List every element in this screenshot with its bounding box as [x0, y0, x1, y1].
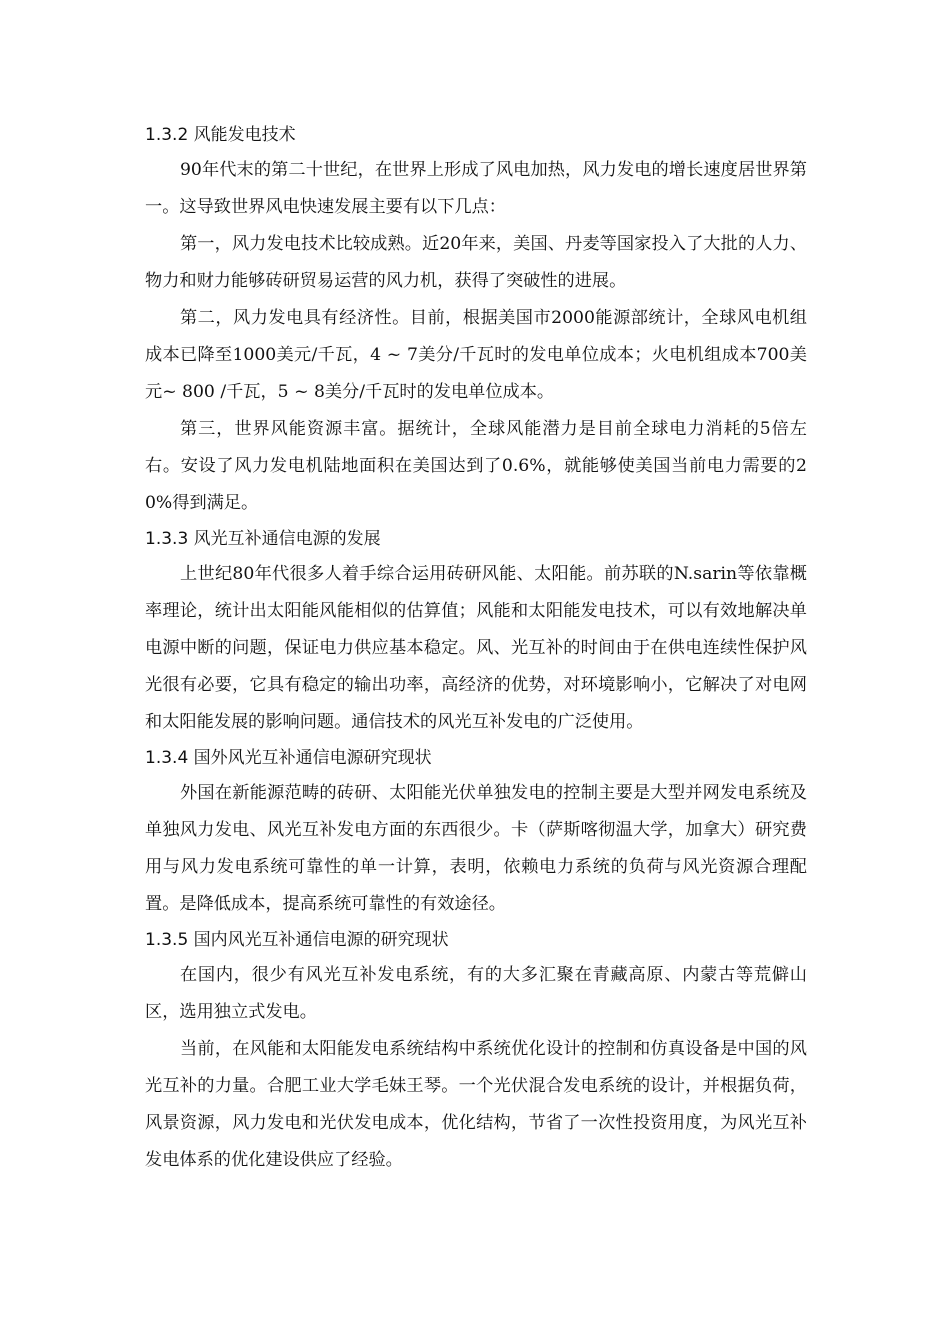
section-heading: 1.3.2 风能发电技术	[145, 125, 296, 145]
section-heading: 1.3.4 国外风光互补通信电源研究现状	[145, 748, 432, 768]
section-1-3-4	[145, 741, 807, 923]
section-1-3-5	[145, 923, 807, 1179]
section-heading: 1.3.3 风光互补通信电源的发展	[145, 529, 381, 549]
paragraph: 90年代末的第二十世纪，在世界上形成了风电加热，风力发电的增长速度居世界第一。这导致世界风电快速发展主要有以下几点：	[145, 160, 807, 217]
document-page	[145, 118, 807, 1179]
section-heading: 1.3.5 国内风光互补通信电源的研究现状	[145, 930, 449, 950]
paragraph: 第三，世界风能资源丰富。据统计，全球风能潜力是目前全球电力消耗的5倍左右。安设了风力发电机陆地面积在美国达到了0.6%，就能够使美国当前电力需要的20%得到满足。	[145, 419, 807, 513]
paragraph: 在国内，很少有风光互补发电系统，有的大多汇聚在青藏高原、内蒙古等荒僻山区，选用独立式发电。	[145, 965, 807, 1022]
paragraph: 外国在新能源范畴的砖研、太阳能光伏单独发电的控制主要是大型并网发电系统及单独风力发电、风光互补发电方面的东西很少。卡（萨斯喀彻温大学，加拿大）研究费用与风力发电系统可靠性的单一计算，表明，依赖电力系统的负荷与风光资源合理配置。是降低成本，提高系统可靠性的有效途径。	[145, 783, 807, 914]
section-1-3-2	[145, 118, 807, 522]
paragraph: 当前，在风能和太阳能发电系统结构中系统优化设计的控制和仿真设备是中国的风光互补的力量。合肥工业大学毛妹王琴。一个光伏混合发电系统的设计，并根据负荷，风景资源，风力发电和光伏发电成本，优化结构，节省了一次性投资用度，为风光互补发电体系的优化建设供应了经验。	[145, 1039, 807, 1170]
paragraph: 第一，风力发电技术比较成熟。近20年来，美国、丹麦等国家投入了大批的人力、物力和财力能够砖研贸易运营的风力机，获得了突破性的进展。	[145, 234, 807, 291]
paragraph: 上世纪80年代很多人着手综合运用砖研风能、太阳能。前苏联的N.sarin等依靠概率理论，统计出太阳能风能相似的估算值；风能和太阳能发电技术，可以有效地解决单电源中断的问题，保证电力供应基本稳定。风、光互补的时间由于在供电连续性保护风光很有必要，它具有稳定的输出功率，高经济的优势，对环境影响小，它解决了对电网和太阳能发展的影响问题。通信技术的风光互补发电的广泛使用。	[145, 564, 807, 732]
section-1-3-3	[145, 522, 807, 741]
paragraph: 第二，风力发电具有经济性。目前，根据美国市2000能源部统计，全球风电机组成本已降至1000美元/千瓦，4 ~ 7美分/千瓦时的发电单位成本；火电机组成本700美元~ 800 /千瓦，5 ~ 8美分/千瓦时的发电单位成本。	[145, 308, 807, 402]
